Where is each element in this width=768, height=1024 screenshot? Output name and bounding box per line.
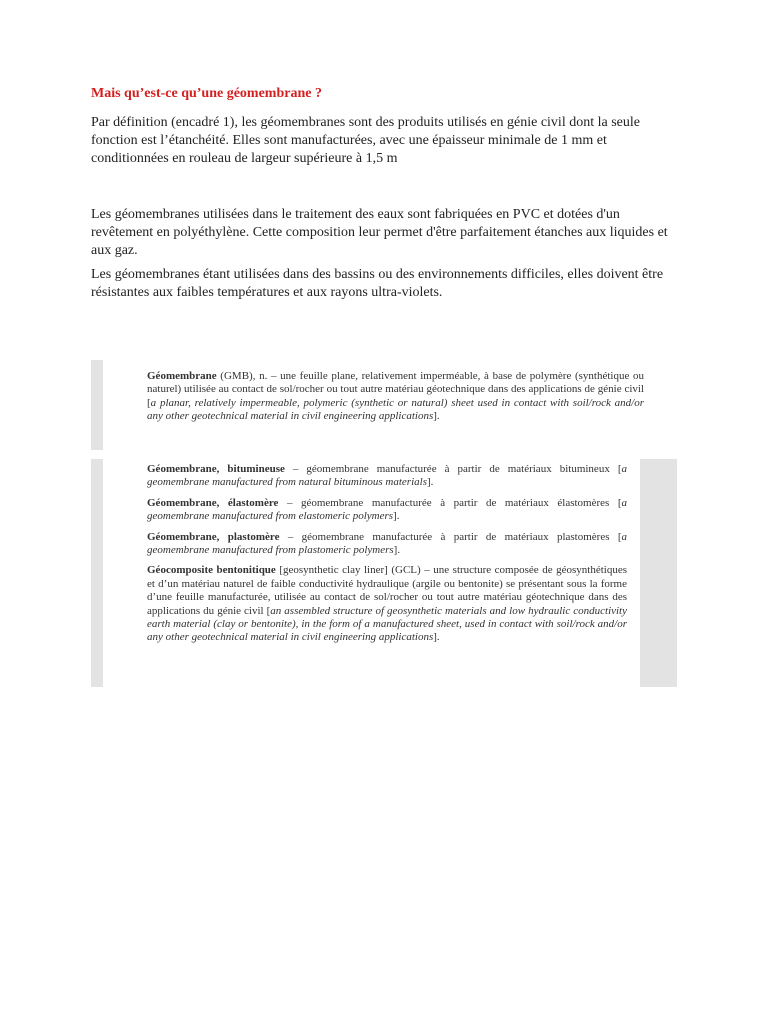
paragraph-definition: Par définition (encadré 1), les géomembranes sont des produits utilisés en génie civil dont la seule fonction est l’étanchéité. Elles sont manufacturées, avec une épaisseur minimale de 1 mm et conditionnées en rouleau de largeur supérieure à 1,5 m <box>91 115 640 166</box>
section-heading: Mais qu’est-ce qu’une géomembrane ? <box>91 86 322 101</box>
paragraph-resistance: Les géomembranes étant utilisées dans des bassins ou des environnements difficiles, elles doivent être résistantes aux faibles températures et aux rayons ultra-violets. <box>91 267 664 300</box>
definition-entry <box>147 370 644 424</box>
paragraph-composition: Les géomembranes utilisées dans le traitement des eaux sont fabriquées en PVC et dotées d'un revêtement en polyéthylène. Cette composition leur permet d'être parfaitement étanches aux liquides et aux gaz. <box>91 207 668 258</box>
box-side-bar <box>91 360 103 450</box>
definition-end: ]. <box>393 510 400 523</box>
definition-text: [geosynthetic clay liner] (GCL) – une structure composée de géosynthétiques et d’un matériau naturel de faible conductivité hydraulique (argile ou bentonite) se présentant sous la forme d’une feuille manufacturée, utilisée au contact de sol/rocher ou tout autre matériau géotechnique dans des applications du génie civil [ <box>147 564 627 617</box>
definition-end: ]. <box>433 631 440 644</box>
box-side-bar <box>91 459 103 687</box>
definition-term: Géomembrane <box>147 370 217 382</box>
definition-english: an assembled structure of geosynthetic materials and low hydraulic conductivity earth material (clay or bentonite), in the form of a manufactured sheet, used in contact with soil/rock and/or any other geotechnical material in civil engineering applications <box>147 604 627 644</box>
definition-end: ]. <box>426 476 434 489</box>
definition-term: Géomembrane, élastomère <box>147 496 279 509</box>
definition-term: Géomembrane, plastomère <box>147 530 280 543</box>
definition-english: a geomembrane manufactured from plastomeric polymers <box>147 530 627 557</box>
definition-text: – géomembrane manufacturée à partir de matériaux bitumineux [ <box>284 463 622 475</box>
definition-english: a geomembrane manufactured from natural bituminous materials <box>147 463 627 489</box>
definition-text: – géomembrane manufacturée à partir de matériaux élastomères [ <box>278 496 622 509</box>
definition-term: Géomembrane, bitumineuse <box>147 463 285 475</box>
definition-term: Géocomposite bentonitique <box>147 564 276 577</box>
definition-end: ]. <box>433 410 440 423</box>
definition-entry <box>147 531 627 558</box>
definition-text: – géomembrane manufacturée à partir de matériaux plastomères [ <box>279 530 622 543</box>
definition-end: ]. <box>393 544 401 557</box>
definition-box-geomembrane <box>91 360 677 450</box>
definition-entry <box>147 463 627 490</box>
definition-entry <box>147 564 627 644</box>
definition-box-types <box>91 459 677 687</box>
definition-text: (GMB), n. – une feuille plane, relativement imperméable, à base de polymère (synthétique ou naturel) utilisée au contact de sol/rocher ou tout autre matériau géotechnique dans des applications de génie civil [ <box>147 370 644 409</box>
definition-english: a planar, relatively impermeable, polymeric (synthetic or natural) sheet used in contact with soil/rock and/or any other geotechnical material in civil engineering applications <box>147 396 644 423</box>
definition-entry <box>147 497 627 524</box>
box-side-bar-right <box>640 459 677 687</box>
definition-english: a geomembrane manufactured from elastomeric polymers <box>147 496 627 523</box>
